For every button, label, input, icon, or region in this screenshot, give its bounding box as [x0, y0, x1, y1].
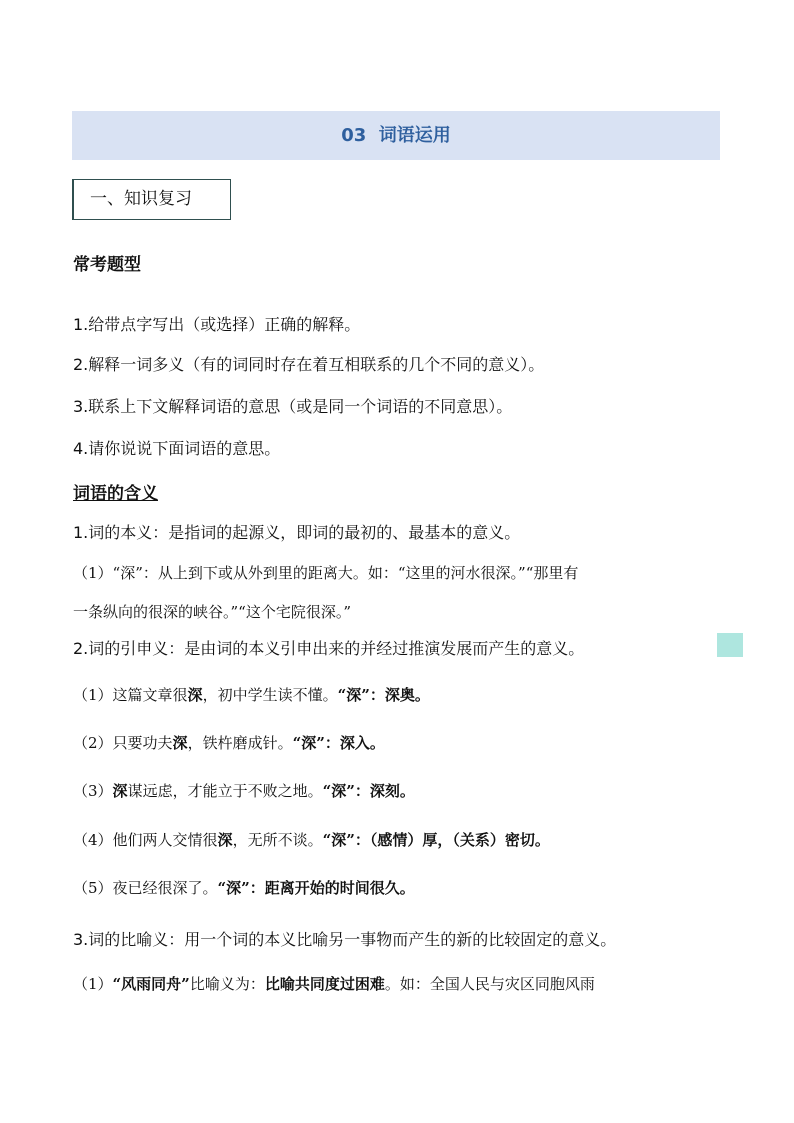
meaning-p1-example-line1: （1）“深”：从上到下或从外到里的距离大。如：“这里的河水很深。”“那里有: [73, 564, 579, 582]
example-text: 比喻义为：: [189, 975, 265, 993]
p3-example-1: [73, 973, 595, 994]
section-box: [72, 179, 231, 220]
p2-example-4: [73, 829, 550, 850]
example-text: ，铁杵磨成针。: [187, 734, 293, 752]
example-meaning: “深”：深入。: [292, 734, 385, 752]
common-type-item-1: 1.给带点字写出（或选择）正确的解释。: [73, 315, 361, 334]
banner-number: 03: [341, 125, 367, 146]
title-banner: [72, 111, 720, 160]
example-text: （4）他们两人交情很: [73, 831, 218, 849]
example-text: 谋远虑，才能立于不败之地。: [127, 782, 323, 800]
example-text: （1）这篇文章很: [73, 686, 188, 704]
example-text: 。如：全国人民与灾区同胞风雨: [384, 975, 595, 993]
meaning-p2: 2.词的引申义：是由词的本义引申出来的并经过推演发展而产生的意义。: [73, 639, 585, 658]
example-text: ，初中学生读不懂。: [202, 686, 338, 704]
meaning-p1-example-line2: 一条纵向的很深的峡谷。”“这个宅院很深。”: [73, 603, 352, 621]
example-text: ，无所不谈。: [232, 831, 323, 849]
example-meaning: “深”：（感情）厚，（关系）密切。: [322, 831, 550, 849]
common-types-heading: 常考题型: [73, 255, 141, 275]
meaning-p3: 3.词的比喻义：用一个词的本义比喻另一事物而产生的新的比较固定的意义。: [73, 930, 617, 949]
example-key: “风雨同舟”: [112, 975, 190, 993]
banner-title: [72, 111, 720, 160]
example-meaning: “深”：深奥。: [337, 686, 430, 704]
example-key: 深: [112, 782, 128, 800]
example-key: 深: [172, 734, 188, 752]
meaning-p1: 1.词的本义：是指词的起源义，即词的最初的、最基本的意义。: [73, 523, 521, 542]
p2-example-5: [73, 877, 415, 898]
common-type-item-2: 2.解释一词多义（有的词同时存在着互相联系的几个不同的意义）。: [73, 355, 545, 374]
section-box-label: 一、知识复习: [90, 189, 192, 209]
banner-title-text: 词语运用: [378, 125, 451, 146]
example-text: （2）只要功夫: [73, 734, 173, 752]
example-meaning: “深”：距离开始的时间很久。: [217, 879, 415, 897]
example-text: （1）: [73, 975, 113, 993]
teal-marker: [717, 633, 743, 657]
common-type-item-4: 4.请你说说下面词语的意思。: [73, 439, 281, 458]
example-text: （5）夜已经很深了。: [73, 879, 218, 897]
example-key: 深: [217, 831, 233, 849]
example-meaning: 比喻共同度过困难: [264, 975, 385, 993]
p2-example-2: [73, 732, 385, 753]
example-key: 深: [187, 686, 203, 704]
example-text: （3）: [73, 782, 113, 800]
p2-example-1: [73, 684, 430, 705]
meaning-heading: 词语的含义: [73, 484, 158, 504]
common-type-item-3: 3.联系上下文解释词语的意思（或是同一个词语的不同意思）。: [73, 397, 513, 416]
example-meaning: “深”：深刻。: [322, 782, 415, 800]
p2-example-3: [73, 780, 415, 801]
